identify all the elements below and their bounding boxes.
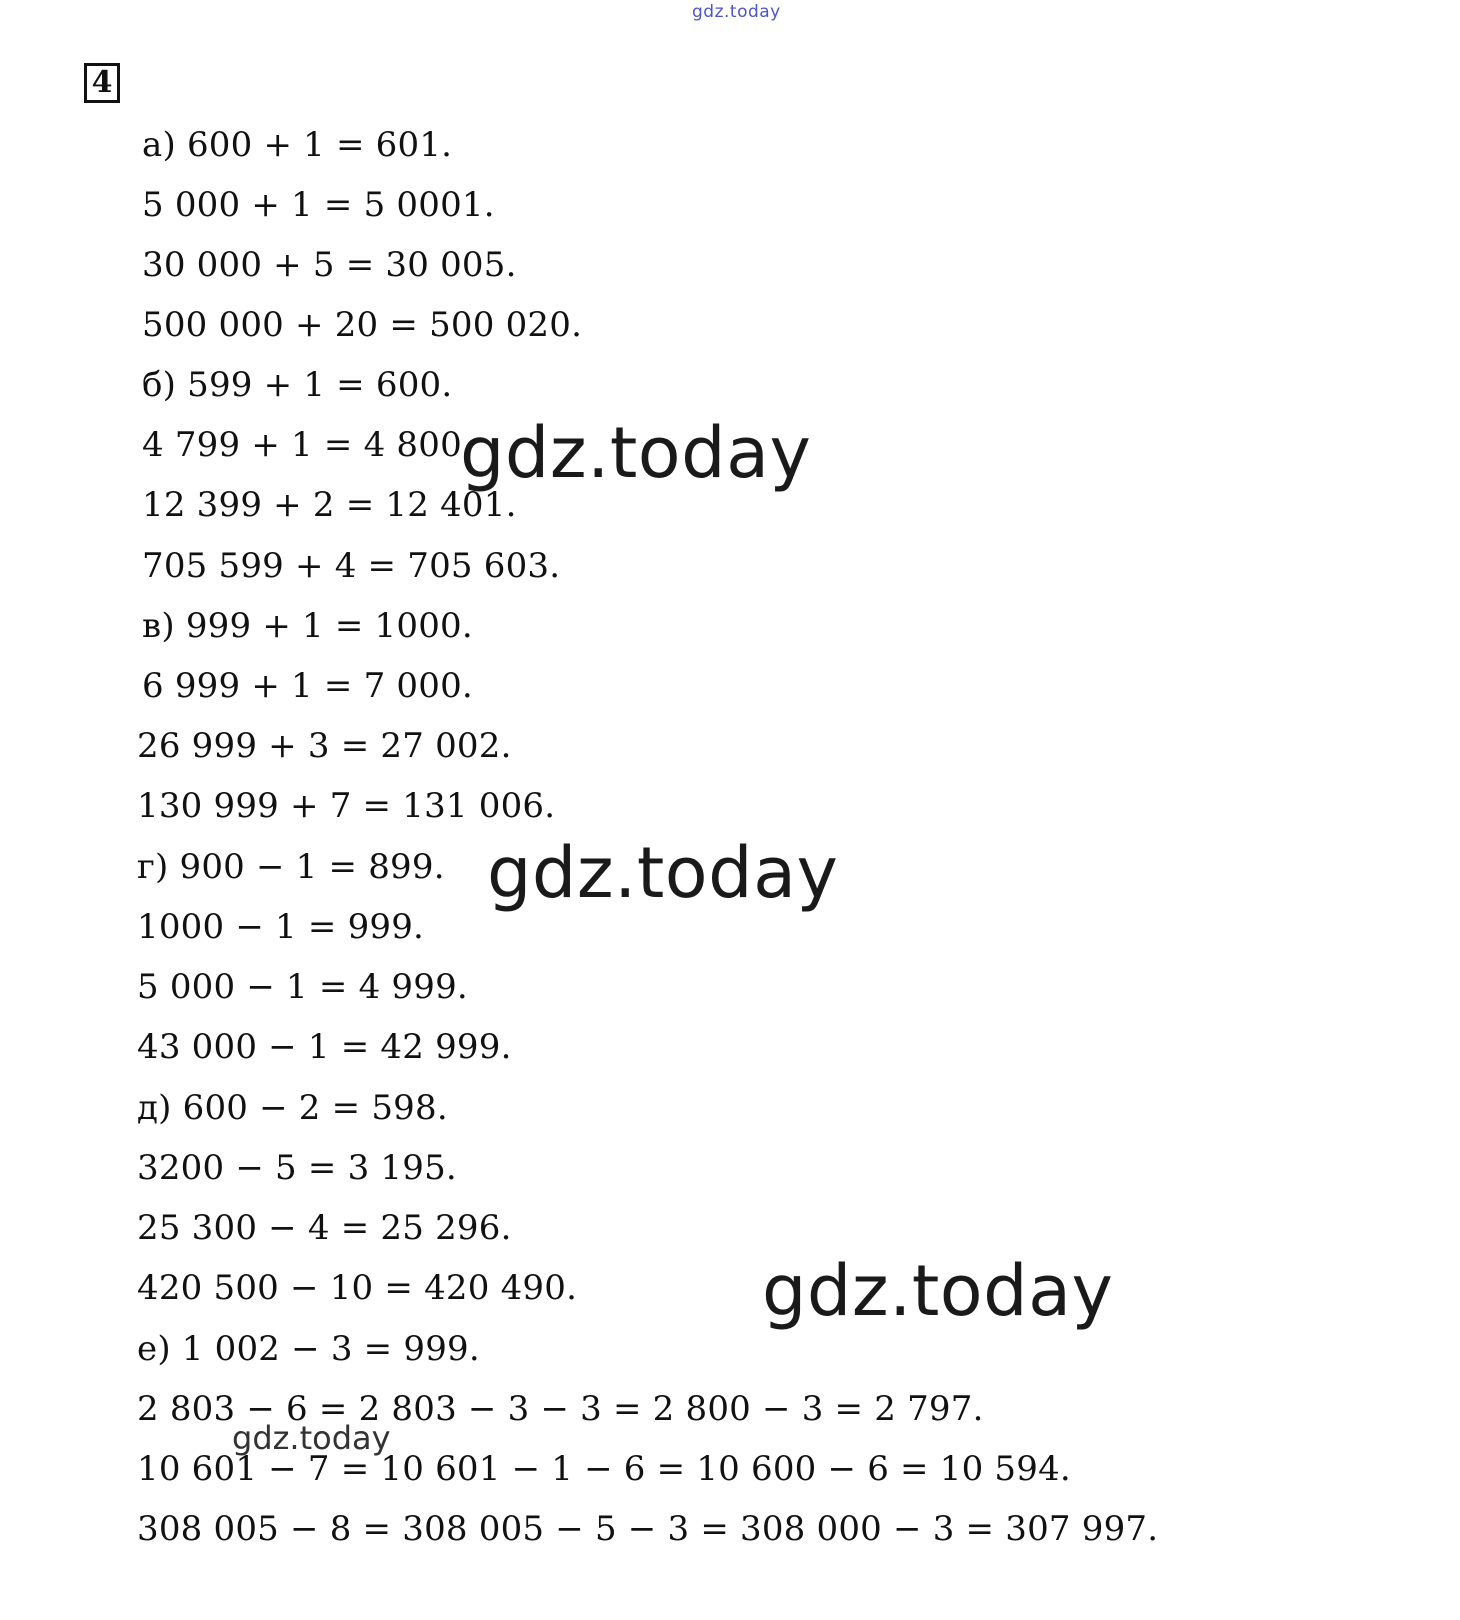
solution-line: 26 999 + 3 = 27 002. — [137, 726, 512, 766]
solution-line: д) 600 − 2 = 598. — [137, 1088, 448, 1128]
solution-line: 10 601 − 7 = 10 601 − 1 − 6 = 10 600 − 6 = 10 594. — [137, 1449, 1071, 1489]
watermark: gdz.today — [460, 412, 812, 494]
solution-line: а) 600 + 1 = 601. — [142, 125, 453, 165]
solution-line: 25 300 − 4 = 25 296. — [137, 1208, 512, 1248]
solution-line: в) 999 + 1 = 1000. — [142, 606, 473, 646]
solution-line: 1000 − 1 = 999. — [137, 907, 425, 947]
solution-line: 130 999 + 7 = 131 006. — [137, 786, 556, 826]
solution-line: 705 599 + 4 = 705 603. — [142, 546, 561, 586]
solution-line: 500 000 + 20 = 500 020. — [142, 305, 583, 345]
solution-line: 308 005 − 8 = 308 005 − 5 − 3 = 308 000 − 3 = 307 997. — [137, 1509, 1159, 1549]
solution-line: 3200 − 5 = 3 195. — [137, 1148, 457, 1188]
watermark: gdz.today — [487, 832, 839, 914]
solution-line: 5 000 + 1 = 5 0001. — [142, 185, 495, 225]
solution-line: 420 500 − 10 = 420 490. — [137, 1268, 578, 1308]
solution-line: е) 1 002 − 3 = 999. — [137, 1329, 480, 1369]
solution-line: 12 399 + 2 = 12 401. — [142, 485, 517, 525]
solution-line: б) 599 + 1 = 600. — [142, 365, 453, 405]
solution-line: г) 900 − 1 = 899. — [137, 847, 445, 887]
solution-line: 30 000 + 5 = 30 005. — [142, 245, 517, 285]
solution-line: 2 803 − 6 = 2 803 − 3 − 3 = 2 800 − 3 = 2 797. — [137, 1389, 984, 1429]
solution-line: 4 799 + 1 = 4 800. — [142, 425, 473, 465]
solution-line: 6 999 + 1 = 7 000. — [142, 666, 473, 706]
solution-line: 5 000 − 1 = 4 999. — [137, 967, 468, 1007]
top-watermark: gdz.today — [692, 2, 781, 22]
watermark: gdz.today — [232, 1419, 391, 1457]
solution-line: 43 000 − 1 = 42 999. — [137, 1027, 512, 1067]
task-number-box: 4 — [84, 63, 120, 103]
watermark: gdz.today — [762, 1250, 1114, 1332]
